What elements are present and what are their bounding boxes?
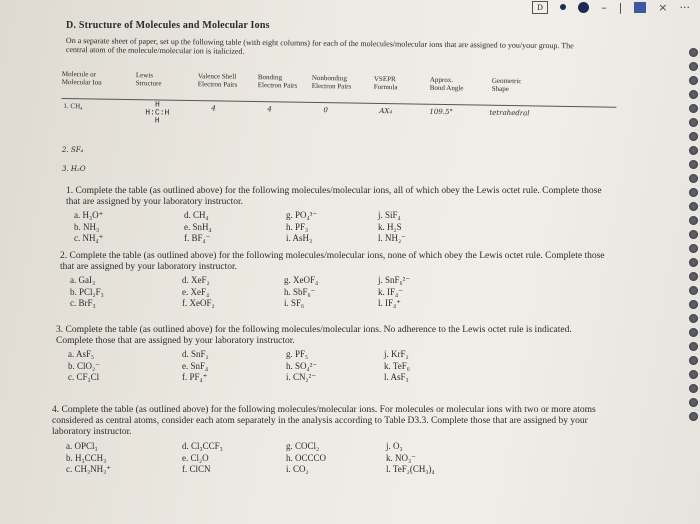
molecule-item: i. AsH₃ <box>286 233 313 243</box>
molecule-item: d. SnF₂ <box>182 349 209 359</box>
molecule-item: f. XeOF₂ <box>182 298 215 308</box>
molecule-item: l. NH₂⁻ <box>378 233 406 243</box>
binder-hole <box>689 230 698 239</box>
binder-hole <box>689 398 698 407</box>
molecule-item: h. SbF₆⁻ <box>284 286 316 297</box>
binder-hole <box>689 188 698 197</box>
question-4-text: 4. Complete the table (as outlined above) for the following molecules/molecular ions. For molecules or molecular ions with two or more atoms considered as central atoms, consider each atom separately in the analysis according to Table D3.3. Complete those that are assigned by your laboratory instructor. <box>52 405 596 437</box>
molecule-item: b. ClO₂⁻ <box>68 360 100 371</box>
binder-hole <box>689 118 698 127</box>
molecule-item: d. Cl₃CCF₃ <box>182 441 223 451</box>
binder-hole <box>689 90 698 99</box>
molecule-item: a. OPCl₃ <box>66 441 98 451</box>
binder-hole <box>689 244 698 253</box>
header-nonbonding: Nonbonding Electron Pairs <box>311 73 352 91</box>
header-angle: Approx. Bond Angle <box>429 75 464 93</box>
molecule-item: j. SiF₄ <box>378 210 401 220</box>
dash-icon: – <box>601 0 607 14</box>
lewis-line: H <box>154 100 160 110</box>
molecule-item: c. NH₄⁺ <box>74 233 104 243</box>
molecule-item: b. PCl₂F₃ <box>70 286 104 297</box>
more-icon[interactable]: ··· <box>679 0 690 14</box>
question-1-text: 1. Complete the table (as outlined above) for the following molecules/molecular ions, all of which obey the Lewis octet rule. Complete those that are assigned by your laboratory instructor. <box>66 186 602 207</box>
molecule-item: b. NH₃ <box>74 221 100 232</box>
binder-hole <box>689 412 698 421</box>
bar-icon: | <box>618 0 623 14</box>
binder-hole <box>689 328 698 337</box>
binder-hole <box>689 314 698 323</box>
molecule-item: l. IF₄⁺ <box>378 298 401 308</box>
binder-hole <box>689 216 698 225</box>
molecule-item: h. PF₃ <box>286 221 309 232</box>
close-icon[interactable]: × <box>658 0 668 14</box>
binder-hole <box>689 48 698 57</box>
binder-holes <box>689 48 698 421</box>
molecule-item: l. TeF₂(CH₃)₄ <box>386 464 435 474</box>
binder-hole <box>689 174 698 183</box>
binder-hole <box>689 286 698 295</box>
header-shape: Geometric Shape <box>491 76 522 94</box>
molecule-item: a. H₃O⁺ <box>74 210 104 220</box>
molecule-item: c. CF₃Cl <box>68 372 100 382</box>
row-valence: 4 <box>211 104 216 113</box>
section-intro: On a separate sheet of paper, set up the following table (with eight columns) for each of the molecules/molecular ions that are assigned to you/your group. The central atom of the molecule/molecular ion is italicized. <box>65 36 574 56</box>
row-molecule: 1. CH₄ <box>63 102 83 111</box>
molecule-item: f. PF₄⁺ <box>182 372 208 382</box>
header-vsepr: VSEPR Formula <box>373 74 398 92</box>
molecule-item: f. BF₄⁻ <box>184 233 211 243</box>
molecule-item: c. BrF₃ <box>70 298 96 308</box>
molecule-item: a. GaI₃ <box>70 275 96 285</box>
header-bonding: Bonding Electron Pairs <box>257 73 298 90</box>
binder-hole <box>689 356 698 365</box>
molecule-item: g. COCl₂ <box>286 441 320 451</box>
molecule-item: e. XeF₄ <box>182 286 210 297</box>
molecule-item: i. CO₂ <box>286 464 309 474</box>
molecule-item: e. Cl₂O <box>182 452 209 463</box>
header-molecule: Molecule or Molecular Ion <box>61 70 102 87</box>
binder-hole <box>689 272 698 281</box>
molecule-item: k. NO₃⁻ <box>386 452 416 463</box>
molecule-item: i. SF₆ <box>284 298 305 308</box>
binder-hole <box>689 258 698 267</box>
dot-icon <box>560 4 566 10</box>
binder-hole <box>689 160 698 169</box>
binder-hole <box>689 342 698 351</box>
share-icon[interactable] <box>634 2 646 13</box>
lewis-line: H <box>154 116 160 126</box>
molecule-item: g. XeOF₄ <box>284 275 319 285</box>
molecule-item: k. H₂S <box>378 221 402 232</box>
molecule-item: i. CN₂²⁻ <box>286 372 317 382</box>
molecule-item: h. SO₄²⁻ <box>286 360 318 371</box>
molecule-item: d. XeF₂ <box>182 275 210 285</box>
molecule-item: l. AsF₃ <box>384 372 409 382</box>
molecule-item: a. AsF₅ <box>68 349 95 359</box>
molecule-item: b. H₃CCH₃ <box>66 452 107 463</box>
question-3-text: 3. Complete the table (as outlined above) for the following molecules/molecular ions. No adherence to the Lewis octet rule is indicated. Complete those that are assigned by your laboratory instructor. <box>56 325 572 346</box>
row-shape: tetrahedral <box>489 108 530 118</box>
section-title: D. Structure of Molecules and Molecular Ions <box>66 20 270 31</box>
molecule-item: g. PO₄³⁻ <box>286 210 318 220</box>
extra-row-3: 3. H₂O <box>62 165 86 173</box>
extra-row-2: 2. SF₄ <box>62 146 84 154</box>
row-lewis-structure <box>137 101 177 126</box>
page-badge[interactable]: D <box>532 1 548 14</box>
binder-hole <box>689 62 698 71</box>
molecule-item: j. O₃ <box>386 441 403 451</box>
binder-hole <box>689 384 698 393</box>
molecule-item: h. OCCCO <box>286 452 327 463</box>
header-valence: Valence Shell Electron Pairs <box>197 72 238 89</box>
molecule-item: j. KrF₂ <box>384 349 409 359</box>
row-angle: 109.5° <box>429 107 453 117</box>
molecule-item: e. SnH₄ <box>184 221 212 232</box>
molecule-item: e. SnF₄ <box>182 360 209 371</box>
binder-hole <box>689 76 698 85</box>
binder-hole <box>689 370 698 379</box>
molecule-item: j. SnF₆²⁻ <box>378 275 411 285</box>
molecule-item: k. IF₄⁻ <box>378 286 403 297</box>
binder-hole <box>689 300 698 309</box>
record-icon[interactable] <box>578 2 589 13</box>
row-bonding: 4 <box>267 105 272 114</box>
molecule-item: g. PF₅ <box>286 349 309 359</box>
binder-hole <box>689 104 698 113</box>
row-vsepr: AX₄ <box>379 106 393 116</box>
question-2-text: 2. Complete the table (as outlined above) for the following molecules/molecular ions, none of which obey the Lewis octet rule. Complete those that are assigned by your laboratory instructor. <box>60 251 605 272</box>
lewis-line: H:C:H <box>145 108 170 118</box>
viewer-toolbar <box>532 0 700 14</box>
binder-hole <box>689 202 698 211</box>
header-lewis: Lewis Structure <box>135 71 162 88</box>
molecule-item: d. CH₄ <box>184 210 209 220</box>
molecule-item: f. ClCN <box>182 464 211 474</box>
molecule-item: k. TeF₆ <box>384 360 410 371</box>
row-nonbonding: 0 <box>323 106 328 115</box>
molecule-item: c. CH₃NH₃⁺ <box>66 464 112 474</box>
binder-hole <box>689 132 698 141</box>
binder-hole <box>689 146 698 155</box>
